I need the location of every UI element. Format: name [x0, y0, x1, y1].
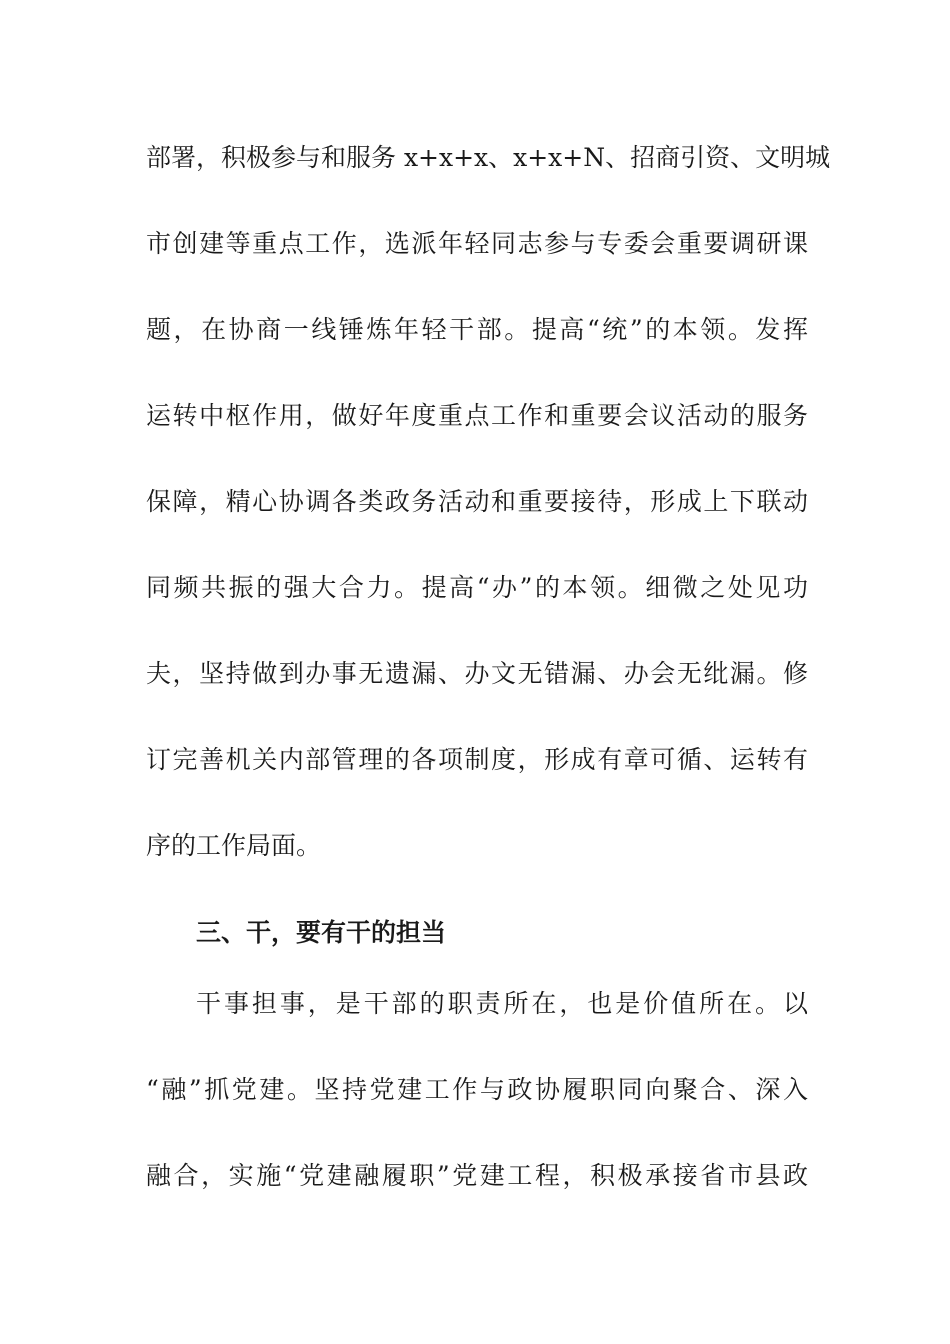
paragraph-line: 同频共振的强大合力。提高“办”的本领。细微之处见功: [146, 573, 808, 602]
paragraph-line: 干事担事，是干部的职责所在，也是价值所在。以: [196, 989, 808, 1018]
paragraph-line: 运转中枢作用，做好年度重点工作和重要会议活动的服务: [146, 401, 808, 430]
paragraph-line: “融”抓党建。坚持党建工作与政协履职同向聚合、深入: [146, 1075, 808, 1104]
paragraph-line: 夫，坚持做到办事无遗漏、办文无错漏、办会无纰漏。修: [146, 659, 808, 688]
paragraph-line: 融合，实施“党建融履职”党建工程，积极承接省市县政: [146, 1161, 808, 1190]
paragraph-line: 订完善机关内部管理的各项制度，形成有章可循、运转有: [146, 745, 808, 774]
paragraph-line: 保障，精心协调各类政务活动和重要接待，形成上下联动: [146, 487, 808, 516]
paragraph-line: 市创建等重点工作，选派年轻同志参与专委会重要调研课: [146, 229, 808, 258]
paragraph-line: 题，在协商一线锤炼年轻干部。提高“统”的本领。发挥: [146, 315, 808, 344]
section-heading: 三、干，要有干的担当: [196, 918, 447, 947]
paragraph-line: 序的工作局面。: [146, 831, 322, 860]
paragraph-line: 部署，积极参与和服务 x+x+x、x+x+N、招商引资、文明城: [146, 143, 831, 172]
